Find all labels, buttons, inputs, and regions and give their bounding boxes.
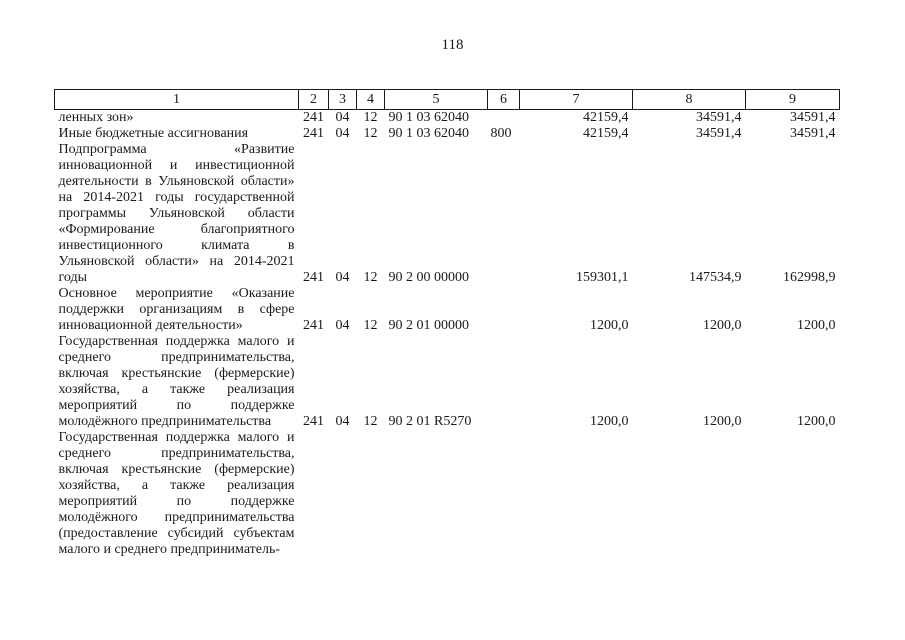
amount-col8 — [633, 430, 746, 558]
subsection-code: 12 — [363, 126, 378, 141]
amount-col8: 34591,4 — [696, 126, 742, 141]
ved-code: 241 — [303, 270, 324, 285]
row-name: Подпрограмма «Развитие инновационной и инвестиционной деятельности в Ульяновской области» на 2014-2021 годы государственной программы Ульяновской области «Формирование благоприятного инвестиционного климата в Ульяновской области» на 2014-2021 годы — [58, 142, 295, 285]
table-row — [55, 334, 840, 430]
target-article-code: 90 2 01 00000 — [388, 318, 469, 333]
row-name: ленных зон» — [58, 110, 134, 125]
amount-col8: 34591,4 — [696, 110, 742, 125]
table-row — [55, 110, 840, 127]
section-code: 04 — [335, 414, 350, 429]
header-row — [55, 90, 840, 110]
column-header: 6 — [488, 90, 520, 110]
row-name: Государственная поддержка малого и среднего предпринимательства, включая крестьянские (фермерские) хозяйства, а также реализация мероприятий по поддержке молодёжного предпринимательства — [58, 334, 295, 429]
amount-col9 — [746, 430, 840, 558]
expense-type-code — [488, 142, 520, 286]
section-code: 04 — [335, 110, 350, 125]
expense-type-code — [488, 430, 520, 558]
amount-col7 — [520, 430, 633, 558]
table-row — [55, 286, 840, 334]
target-article-code: 90 1 03 62040 — [388, 110, 469, 125]
amount-col7: 42159,4 — [583, 126, 629, 141]
amount-col7: 159301,1 — [576, 270, 629, 285]
row-name: Государственная поддержка малого и среднего предпринимательства, включая крестьянские (фермерские) хозяйства, а также реализация мероприятий по поддержке молодёжного предпринимательства (предоставление субсидий субъектам малого и среднего предприниматель- — [58, 430, 295, 557]
target-article-code: 90 1 03 62040 — [388, 126, 469, 141]
subsection-code: 12 — [363, 318, 378, 333]
column-header: 1 — [55, 90, 299, 110]
ved-code — [299, 430, 329, 558]
section-code — [329, 430, 357, 558]
ved-code: 241 — [303, 414, 324, 429]
expense-type-code — [488, 286, 520, 334]
column-header: 7 — [520, 90, 633, 110]
page-number: 118 — [441, 37, 464, 53]
table-row — [55, 430, 840, 558]
table-row — [55, 142, 840, 286]
amount-col8: 1200,0 — [703, 414, 742, 429]
amount-col9: 1200,0 — [797, 318, 836, 333]
table-row — [55, 126, 840, 142]
amount-col7: 1200,0 — [590, 318, 629, 333]
section-code: 04 — [335, 318, 350, 333]
column-header: 4 — [357, 90, 385, 110]
amount-col9: 162998,9 — [783, 270, 836, 285]
subsection-code: 12 — [363, 110, 378, 125]
budget-table — [54, 89, 840, 558]
subsection-code: 12 — [363, 414, 378, 429]
subsection-code: 12 — [363, 270, 378, 285]
row-name: Иные бюджетные ассигнования — [58, 126, 249, 141]
subsection-code — [357, 430, 385, 558]
column-header: 9 — [746, 90, 840, 110]
amount-col9: 34591,4 — [790, 110, 836, 125]
section-code: 04 — [335, 270, 350, 285]
target-article-code: 90 2 00 00000 — [388, 270, 469, 285]
amount-col9: 34591,4 — [790, 126, 836, 141]
column-header: 2 — [299, 90, 329, 110]
target-article-code — [385, 430, 488, 558]
amount-col9: 1200,0 — [797, 414, 836, 429]
expense-type-code — [488, 110, 520, 127]
column-header: 3 — [329, 90, 357, 110]
ved-code: 241 — [303, 126, 324, 141]
ved-code: 241 — [303, 110, 324, 125]
amount-col8: 1200,0 — [703, 318, 742, 333]
expense-type-code — [488, 334, 520, 430]
amount-col7: 1200,0 — [590, 414, 629, 429]
expense-type-code: 800 — [490, 126, 512, 141]
amount-col8: 147534,9 — [689, 270, 742, 285]
column-header: 8 — [633, 90, 746, 110]
ved-code: 241 — [303, 318, 324, 333]
section-code: 04 — [335, 126, 350, 141]
amount-col7: 42159,4 — [583, 110, 629, 125]
row-name: Основное мероприятие «Оказание поддержки организациям в сфере инновационной деятельности» — [58, 286, 295, 333]
target-article-code: 90 2 01 R5270 — [388, 414, 472, 429]
column-header: 5 — [385, 90, 488, 110]
